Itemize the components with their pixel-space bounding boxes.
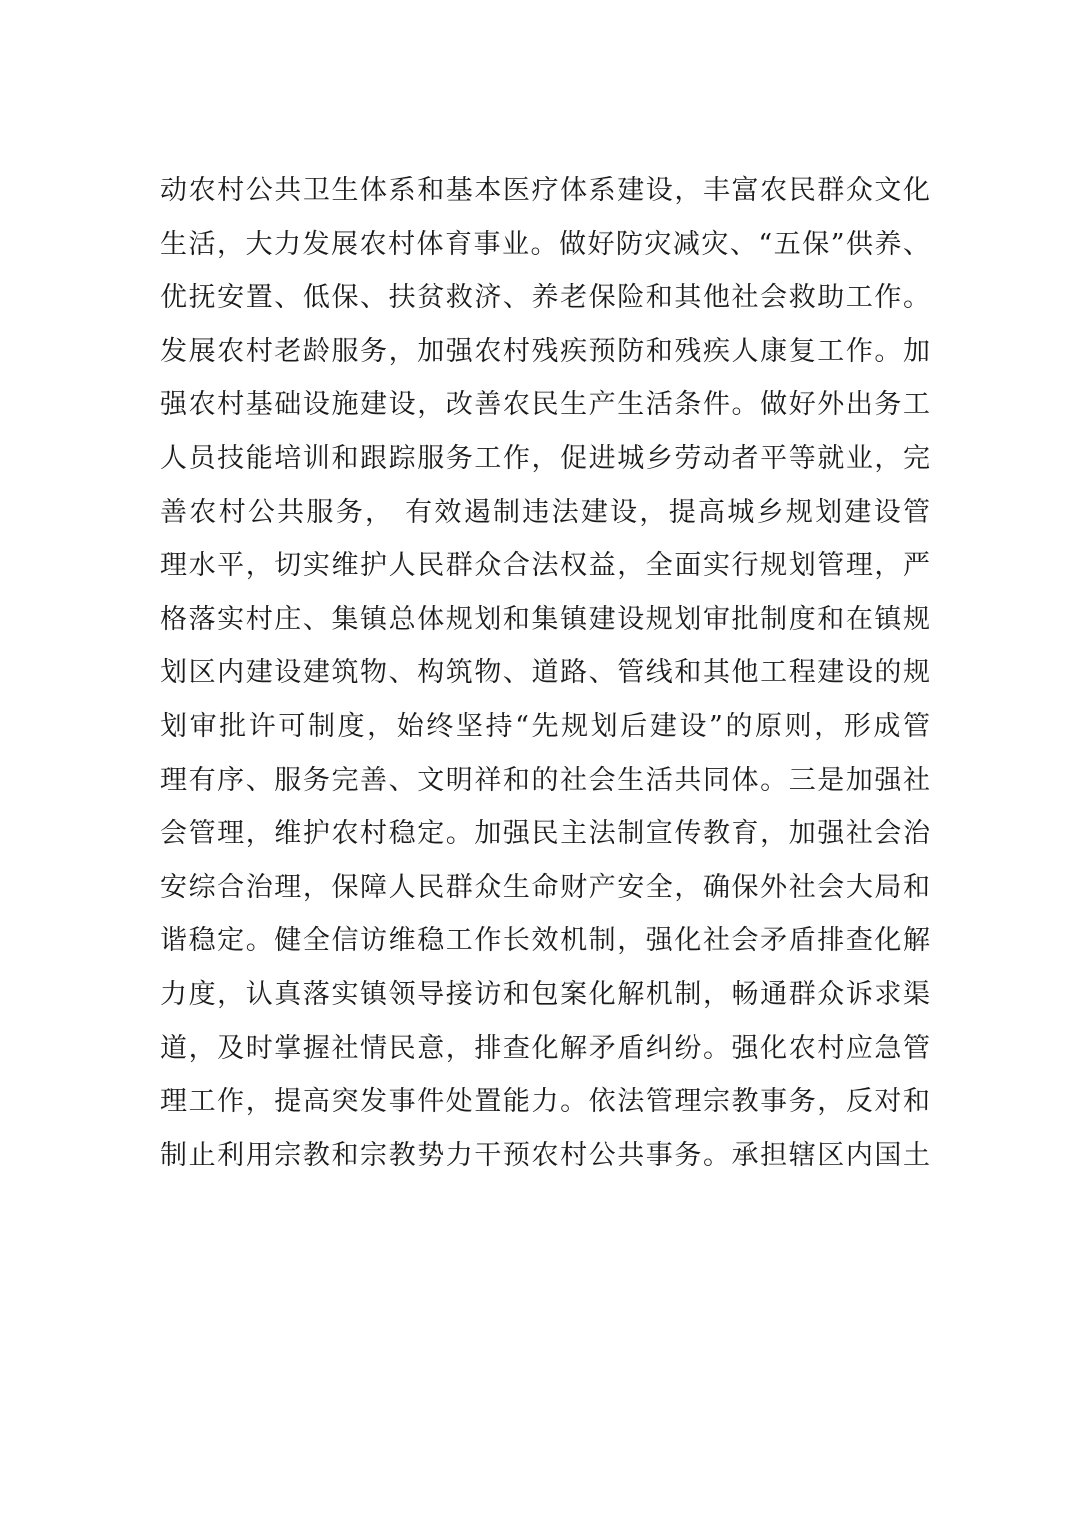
text-line-15: 谐稳定。健全信访维稳工作长效机制，强化社会矛盾排查化解 — [160, 925, 930, 957]
text-line-18: 理工作，提高突发事件处置能力。依法管理宗教事务，反对和 — [160, 1086, 930, 1118]
text-line-1: 动农村公共卫生体系和基本医疗体系建设，丰富农民群众文化 — [160, 175, 930, 206]
text-line-10: 划区内建设建筑物、构筑物、道路、管线和其他工程建设的规 — [160, 657, 930, 689]
text-line-9: 格落实村庄、集镇总体规划和集镇建设规划审批制度和在镇规 — [160, 603, 930, 635]
text-line-12: 理有序、服务完善、文明祥和的社会生活共同体。三是加强社 — [160, 764, 930, 796]
text-line-5: 强农村基础设施建设，改善农民生产生活条件。做好外出务工 — [160, 389, 930, 421]
text-line-17: 道，及时掌握社情民意，排查化解矛盾纠纷。强化农村应急管 — [160, 1032, 930, 1064]
text-line-7: 善农村公共服务， 有效遏制违法建设，提高城乡规划建设管 — [160, 496, 930, 528]
text-line-3: 优抚安置、低保、扶贫救济、养老保险和其他社会救助工作。 — [160, 282, 930, 314]
text-line-19: 制止利用宗教和宗教势力干预农村公共事务。承担辖区内国土 — [160, 1139, 930, 1171]
body-paragraph — [160, 164, 930, 1182]
text-line-14: 安综合治理，保障人民群众生命财产安全，确保外社会大局和 — [160, 871, 930, 903]
text-line-4: 发展农村老龄服务，加强农村残疾预防和残疾人康复工作。加 — [160, 335, 930, 367]
text-line-6: 人员技能培训和跟踪服务工作，促进城乡劳动者平等就业，完 — [160, 442, 930, 474]
text-line-11: 划审批许可制度，始终坚持“先规划后建设”的原则，形成管 — [160, 710, 930, 742]
text-line-8: 理水平，切实维护人民群众合法权益，全面实行规划管理，严 — [160, 550, 930, 582]
text-line-2: 生活，大力发展农村体育事业。做好防灾减灾、“五保”供养、 — [160, 228, 930, 260]
text-line-16: 力度，认真落实镇领导接访和包案化解机制，畅通群众诉求渠 — [160, 978, 930, 1010]
text-line-13: 会管理，维护农村稳定。加强民主法制宣传教育，加强社会治 — [160, 818, 930, 850]
